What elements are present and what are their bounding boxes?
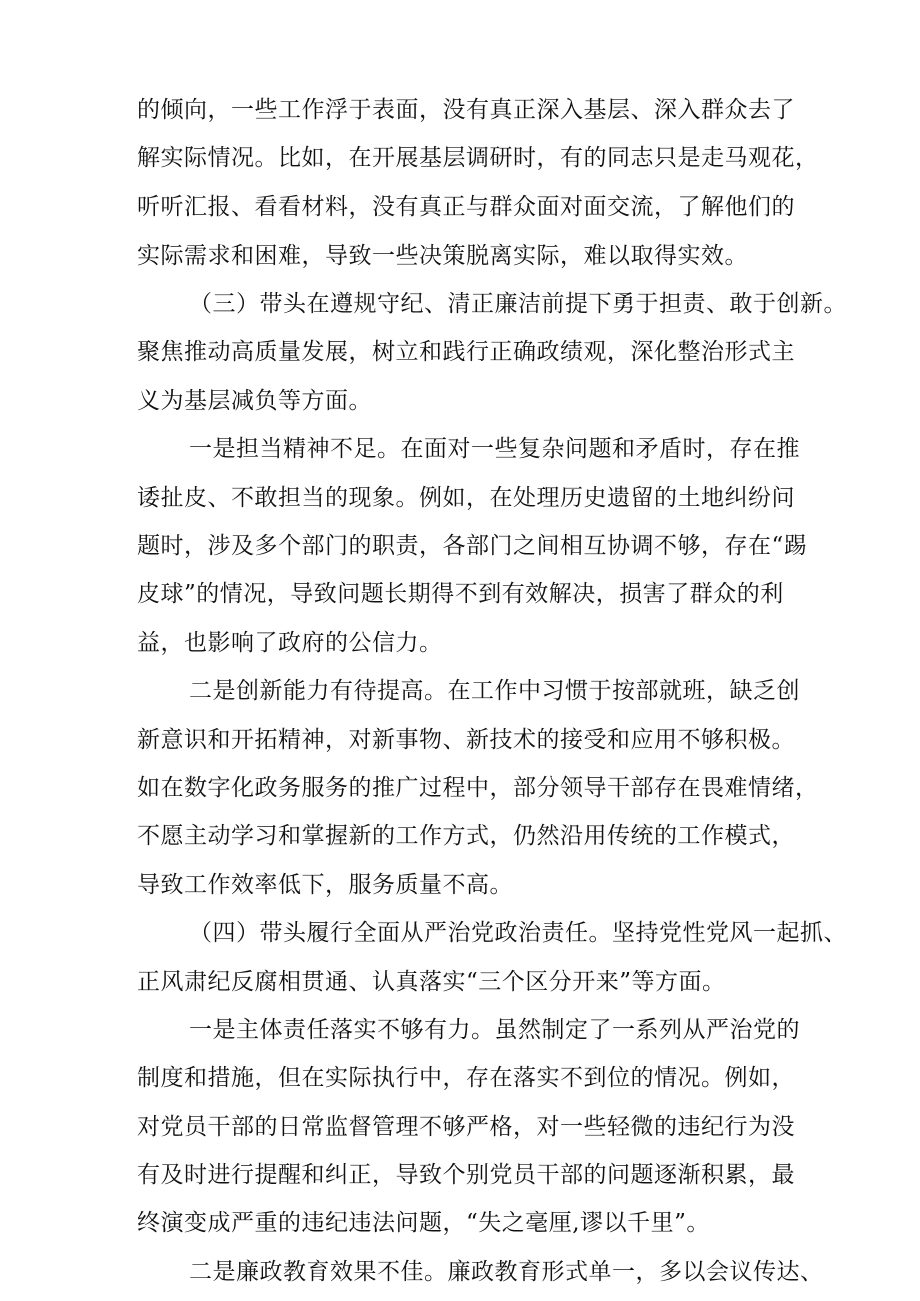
section-heading: （三）带头在遵规守纪、清正廉洁前提下勇于担责、敢于创新。 (189, 291, 847, 317)
paragraph-start: 一是主体责任落实不够有力。虽然制定了一系列从严治党的 (189, 1017, 800, 1043)
text-line: 益，也影响了政府的公信力。 (137, 630, 443, 656)
text-line: 如在数字化政务服务的推广过程中，部分领导干部存在畏难情绪， (137, 775, 819, 801)
text-line: 对党员干部的日常监督管理不够严格，对一些轻微的违纪行为没 (137, 1114, 795, 1140)
text-line: 义为基层减负等方面。 (137, 388, 372, 414)
text-line: 正风肃纪反腐相贯通、认真落实“三个区分开来”等方面。 (137, 969, 726, 995)
text-line: 的倾向，一些工作浮于表面，没有真正深入基层、深入群众去了 (137, 97, 795, 123)
text-line: 有及时进行提醒和纠正，导致个别党员干部的问题逐渐积累，最 (137, 1162, 795, 1188)
paragraph-start: 二是创新能力有待提高。在工作中习惯于按部就班，缺乏创 (189, 678, 800, 704)
text-line: 题时，涉及多个部门的职责，各部门之间相互协调不够，存在“踢 (137, 533, 808, 559)
section-heading: （四）带头履行全面从严治党政治责任。坚持党性党风一起抓、 (189, 920, 847, 946)
text-line: 皮球”的情况，导致问题长期得不到有效解决，损害了群众的利 (137, 581, 784, 607)
text-line: 听听汇报、看看材料，没有真正与群众面对面交流，了解他们的 (137, 194, 795, 220)
text-line: 聚焦推动高质量发展，树立和践行正确政绩观，深化整治形式主 (137, 339, 795, 365)
text-line: 终演变成严重的违纪违法问题，“失之毫厘,谬以千里”。 (137, 1210, 710, 1236)
text-line: 导致工作效率低下，服务质量不高。 (137, 872, 513, 898)
text-line: 制度和措施，但在实际执行中，存在落实不到位的情况。例如， (137, 1065, 795, 1091)
paragraph-start: 二是廉政教育效果不佳。廉政教育形式单一，多以会议传达、 (189, 1259, 824, 1285)
paragraph-start: 一是担当精神不足。在面对一些复杂问题和矛盾时，存在推 (189, 436, 800, 462)
text-line: 诿扯皮、不敢担当的现象。例如，在处理历史遗留的土地纠纷问 (137, 485, 795, 511)
text-line: 不愿主动学习和掌握新的工作方式，仍然沿用传统的工作模式， (137, 823, 795, 849)
text-line: 新意识和开拓精神，对新事物、新技术的接受和应用不够积极。 (137, 727, 795, 753)
text-line: 解实际情况。比如，在开展基层调研时，有的同志只是走马观花， (137, 145, 819, 171)
text-line: 实际需求和困难，导致一些决策脱离实际，难以取得实效。 (137, 243, 748, 269)
